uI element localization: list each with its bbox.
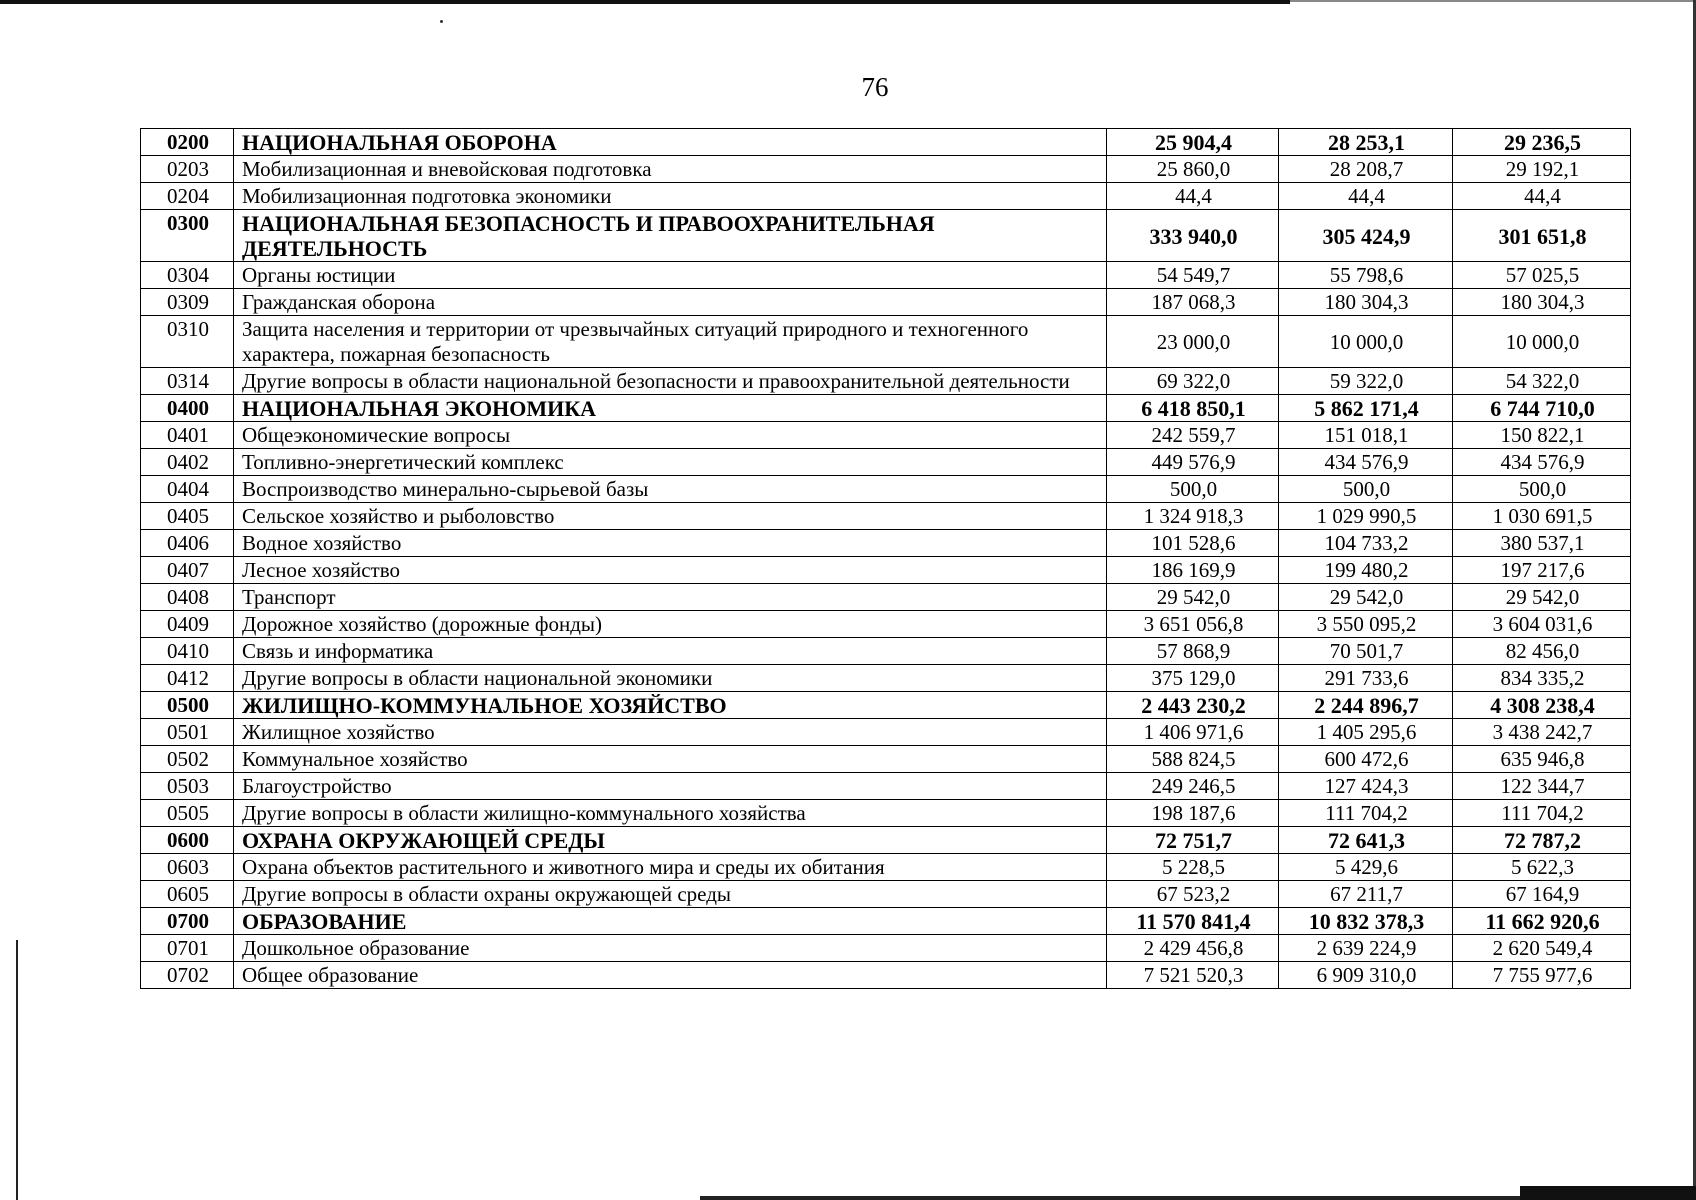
row-value-1: 44,4 [1107,183,1279,210]
table-row [141,289,1631,316]
row-value-2: 1 405 295,6 [1279,719,1453,746]
row-name: Мобилизационная подготовка экономики [234,183,1107,210]
table-row [141,316,1631,368]
row-code: 0400 [141,395,234,422]
row-code: 0409 [141,611,234,638]
row-value-2: 127 424,3 [1279,773,1453,800]
row-value-3: 380 537,1 [1453,530,1631,557]
row-code: 0200 [141,129,234,156]
row-value-1: 375 129,0 [1107,665,1279,692]
row-value-2: 29 542,0 [1279,584,1453,611]
row-value-2: 500,0 [1279,476,1453,503]
row-value-1: 186 169,9 [1107,557,1279,584]
row-value-1: 23 000,0 [1107,316,1279,368]
row-value-3: 180 304,3 [1453,289,1631,316]
row-value-3: 500,0 [1453,476,1631,503]
budget-table [140,128,1631,989]
row-name: Воспроизводство минерально-сырьевой базы [234,476,1107,503]
row-code: 0701 [141,935,234,962]
row-value-2: 2 639 224,9 [1279,935,1453,962]
table-row [141,262,1631,289]
row-value-3: 10 000,0 [1453,316,1631,368]
table-row [141,503,1631,530]
row-value-2: 28 208,7 [1279,156,1453,183]
table-row [141,584,1631,611]
row-value-3: 5 622,3 [1453,854,1631,881]
row-value-1: 449 576,9 [1107,449,1279,476]
row-code: 0314 [141,368,234,395]
table-row [141,449,1631,476]
row-value-3: 29 236,5 [1453,129,1631,156]
row-code: 0603 [141,854,234,881]
row-value-3: 57 025,5 [1453,262,1631,289]
row-value-1: 29 542,0 [1107,584,1279,611]
row-code: 0203 [141,156,234,183]
table-row [141,395,1631,422]
row-name: Лесное хозяйство [234,557,1107,584]
row-code: 0310 [141,316,234,368]
table-row [141,665,1631,692]
row-name: Общее образование [234,962,1107,989]
row-value-2: 305 424,9 [1279,210,1453,262]
row-name: Транспорт [234,584,1107,611]
row-value-3: 54 322,0 [1453,368,1631,395]
row-value-2: 3 550 095,2 [1279,611,1453,638]
row-value-3: 122 344,7 [1453,773,1631,800]
row-value-3: 150 822,1 [1453,422,1631,449]
row-value-1: 187 068,3 [1107,289,1279,316]
table-row [141,368,1631,395]
row-value-2: 10 832 378,3 [1279,908,1453,935]
row-name: Топливно-энергетический комплекс [234,449,1107,476]
row-name: Охрана объектов растительного и животного мира и среды их обитания [234,854,1107,881]
row-name: Сельское хозяйство и рыболовство [234,503,1107,530]
table-row [141,183,1631,210]
row-value-1: 249 246,5 [1107,773,1279,800]
row-value-3: 29 542,0 [1453,584,1631,611]
row-value-1: 69 322,0 [1107,368,1279,395]
row-name: ОБРАЗОВАНИЕ [234,908,1107,935]
row-value-1: 6 418 850,1 [1107,395,1279,422]
row-value-3: 29 192,1 [1453,156,1631,183]
row-value-2: 111 704,2 [1279,800,1453,827]
row-name: Другие вопросы в области охраны окружающей среды [234,881,1107,908]
table-row [141,854,1631,881]
table-row [141,611,1631,638]
row-value-3: 301 651,8 [1453,210,1631,262]
row-name: Дошкольное образование [234,935,1107,962]
row-code: 0405 [141,503,234,530]
row-code: 0402 [141,449,234,476]
scan-border-bottom-thick [1520,1186,1696,1200]
row-value-2: 5 429,6 [1279,854,1453,881]
row-value-3: 1 030 691,5 [1453,503,1631,530]
row-value-1: 25 904,4 [1107,129,1279,156]
row-value-3: 3 438 242,7 [1453,719,1631,746]
row-name: Коммунальное хозяйство [234,746,1107,773]
table-row [141,557,1631,584]
row-value-1: 7 521 520,3 [1107,962,1279,989]
row-code: 0309 [141,289,234,316]
row-value-1: 500,0 [1107,476,1279,503]
row-value-2: 28 253,1 [1279,129,1453,156]
row-value-2: 1 029 990,5 [1279,503,1453,530]
row-name: Общеэкономические вопросы [234,422,1107,449]
row-value-3: 4 308 238,4 [1453,692,1631,719]
row-name: Другие вопросы в области жилищно-коммунального хозяйства [234,800,1107,827]
row-code: 0500 [141,692,234,719]
table-row [141,476,1631,503]
row-name: Защита населения и территории от чрезвычайных ситуаций природного и техногенного характера, пожарная безопасность [234,316,1107,368]
row-value-3: 6 744 710,0 [1453,395,1631,422]
row-name: НАЦИОНАЛЬНАЯ БЕЗОПАСНОСТЬ И ПРАВООХРАНИТЕЛЬНАЯ ДЕЯТЕЛЬНОСТЬ [234,210,1107,262]
row-value-2: 5 862 171,4 [1279,395,1453,422]
row-name: НАЦИОНАЛЬНАЯ ОБОРОНА [234,129,1107,156]
row-name: Жилищное хозяйство [234,719,1107,746]
scan-speck [440,20,443,23]
row-value-3: 111 704,2 [1453,800,1631,827]
row-name: Органы юстиции [234,262,1107,289]
row-code: 0502 [141,746,234,773]
row-name: Дорожное хозяйство (дорожные фонды) [234,611,1107,638]
row-value-3: 72 787,2 [1453,827,1631,854]
row-value-2: 55 798,6 [1279,262,1453,289]
row-code: 0600 [141,827,234,854]
row-value-1: 588 824,5 [1107,746,1279,773]
table-row [141,638,1631,665]
row-value-2: 434 576,9 [1279,449,1453,476]
row-name: Другие вопросы в области национальной безопасности и правоохранительной деятельности [234,368,1107,395]
row-name: ОХРАНА ОКРУЖАЮЩЕЙ СРЕДЫ [234,827,1107,854]
row-code: 0505 [141,800,234,827]
table-row [141,422,1631,449]
row-value-1: 1 406 971,6 [1107,719,1279,746]
table-row [141,908,1631,935]
row-value-3: 7 755 977,6 [1453,962,1631,989]
scan-border-top-thin [1290,0,1696,2]
row-code: 0702 [141,962,234,989]
table-row [141,962,1631,989]
row-code: 0503 [141,773,234,800]
table-row [141,530,1631,557]
row-value-2: 600 472,6 [1279,746,1453,773]
row-code: 0605 [141,881,234,908]
row-code: 0410 [141,638,234,665]
row-value-3: 635 946,8 [1453,746,1631,773]
row-value-1: 25 860,0 [1107,156,1279,183]
row-name: Мобилизационная и вневойсковая подготовка [234,156,1107,183]
row-name: ЖИЛИЩНО-КОММУНАЛЬНОЕ ХОЗЯЙСТВО [234,692,1107,719]
row-value-3: 197 217,6 [1453,557,1631,584]
table-row [141,773,1631,800]
row-value-1: 54 549,7 [1107,262,1279,289]
row-value-2: 151 018,1 [1279,422,1453,449]
row-value-3: 3 604 031,6 [1453,611,1631,638]
row-value-1: 2 429 456,8 [1107,935,1279,962]
row-code: 0700 [141,908,234,935]
row-name: Водное хозяйство [234,530,1107,557]
row-value-3: 44,4 [1453,183,1631,210]
row-name: Гражданская оборона [234,289,1107,316]
row-value-1: 11 570 841,4 [1107,908,1279,935]
row-value-1: 1 324 918,3 [1107,503,1279,530]
row-value-2: 72 641,3 [1279,827,1453,854]
row-code: 0204 [141,183,234,210]
row-value-3: 834 335,2 [1453,665,1631,692]
row-value-2: 291 733,6 [1279,665,1453,692]
scan-border-left [16,940,18,1200]
row-value-2: 199 480,2 [1279,557,1453,584]
table-row [141,881,1631,908]
row-value-2: 10 000,0 [1279,316,1453,368]
row-value-1: 101 528,6 [1107,530,1279,557]
table-row [141,156,1631,183]
row-value-2: 44,4 [1279,183,1453,210]
table-row [141,935,1631,962]
row-value-1: 2 443 230,2 [1107,692,1279,719]
row-value-3: 82 456,0 [1453,638,1631,665]
row-value-1: 198 187,6 [1107,800,1279,827]
table-row [141,827,1631,854]
row-value-2: 6 909 310,0 [1279,962,1453,989]
row-value-2: 2 244 896,7 [1279,692,1453,719]
row-code: 0412 [141,665,234,692]
table-row [141,800,1631,827]
row-value-2: 70 501,7 [1279,638,1453,665]
row-value-2: 180 304,3 [1279,289,1453,316]
table-row [141,746,1631,773]
row-name: Благоустройство [234,773,1107,800]
row-code: 0404 [141,476,234,503]
row-name: Связь и информатика [234,638,1107,665]
row-value-1: 67 523,2 [1107,881,1279,908]
table-row [141,719,1631,746]
row-value-3: 2 620 549,4 [1453,935,1631,962]
row-value-1: 72 751,7 [1107,827,1279,854]
row-code: 0304 [141,262,234,289]
row-code: 0501 [141,719,234,746]
row-value-1: 3 651 056,8 [1107,611,1279,638]
row-value-2: 104 733,2 [1279,530,1453,557]
row-value-3: 11 662 920,6 [1453,908,1631,935]
table-row [141,692,1631,719]
page-number: 76 [861,72,889,102]
row-value-1: 333 940,0 [1107,210,1279,262]
budget-table-body [141,129,1631,989]
table-row [141,129,1631,156]
row-name: НАЦИОНАЛЬНАЯ ЭКОНОМИКА [234,395,1107,422]
row-value-1: 57 868,9 [1107,638,1279,665]
row-value-2: 59 322,0 [1279,368,1453,395]
row-code: 0401 [141,422,234,449]
row-code: 0406 [141,530,234,557]
row-name: Другие вопросы в области национальной экономики [234,665,1107,692]
table-row [141,210,1631,262]
row-code: 0300 [141,210,234,262]
row-value-2: 67 211,7 [1279,881,1453,908]
row-value-3: 67 164,9 [1453,881,1631,908]
row-code: 0407 [141,557,234,584]
row-value-3: 434 576,9 [1453,449,1631,476]
scan-border-top [0,0,1290,4]
row-code: 0408 [141,584,234,611]
row-value-1: 242 559,7 [1107,422,1279,449]
row-value-1: 5 228,5 [1107,854,1279,881]
